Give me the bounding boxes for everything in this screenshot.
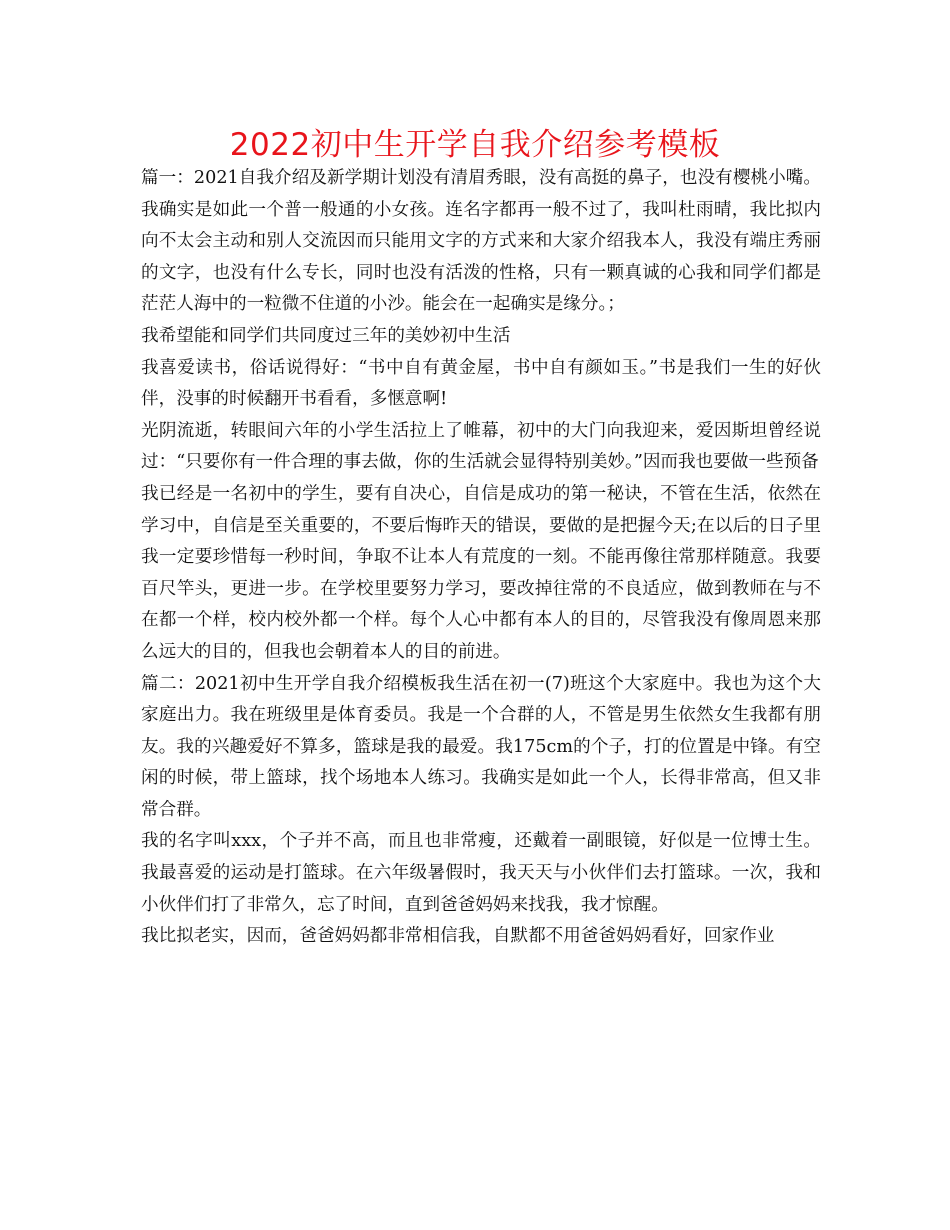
document-body bbox=[141, 163, 821, 953]
paragraph: 我比拟老实，因而，爸爸妈妈都非常相信我，自默都不用爸爸妈妈看好，回家作业 bbox=[141, 926, 775, 947]
paragraph: 我喜爱读书，俗话说得好：“书中自有黄金屋，书中自有颜如玉。”书是我们一生的好伙伴，没事的时候翻开书看看，多惬意啊! bbox=[141, 357, 821, 410]
paragraph: 篇二：2021初中生开学自我介绍模板我生活在初一(7)班这个大家庭中。我也为这个大家庭出力。我在班级里是体育委员。我是一个合群的人，不管是男生依然女生我都有朋友。我的兴趣爱好不算多，篮球是我的最爱。我175cm的个子，打的位置是中锋。有空闲的时候，带上篮球，找个场地本人练习。我确实是如此一个人，长得非常高，但又非常合群。 bbox=[141, 673, 821, 820]
paragraph: 光阴流逝，转眼间六年的小学生活拉上了帷幕，初中的大门向我迎来，爱因斯坦曾经说过：“只要你有一件合理的事去做，你的生活就会显得特别美妙。”因而我也要做一些预备 bbox=[141, 420, 821, 473]
paragraph: 篇一：2021自我介绍及新学期计划没有清眉秀眼，没有高挺的鼻子，也没有樱桃小嘴。我确实是如此一个普一般通的小女孩。连名字都再一般不过了，我叫杜雨晴，我比拟内向不太会主动和别人交流因而只能用文字的方式来和大家介绍我本人，我没有端庄秀丽的文字，也没有什么专长，同时也没有活泼的性格，只有一颗真诚的心我和同学们都是茫茫人海中的一粒微不住道的小沙。能会在一起确实是缘分。； bbox=[141, 168, 821, 315]
paragraph: 我已经是一名初中的学生，要有自决心，自信是成功的第一秘诀，不管在生活，依然在学习中，自信是至关重要的，不要后悔昨天的错误，要做的是把握今天;在以后的日子里我一定要珍惜每一秒时间，争取不让本人有荒度的一刻。不能再像往常那样随意。我要百尺竿头，更进一步。在学校里要努力学习，要改掉往常的不良适应，做到教师在与不在都一个样，校内校外都一个样。每个人心中都有本人的目的，尽管我没有像周恩来那么远大的目的，但我也会朝着本人的目的前进。 bbox=[141, 483, 821, 662]
paragraph: 我希望能和同学们共同度过三年的美妙初中生活 bbox=[141, 325, 511, 346]
paragraph: 我的名字叫xxx，个子并不高，而且也非常瘦，还戴着一副眼镜，好似是一位博士生。我最喜爱的运动是打篮球。在六年级暑假时，我天天与小伙伴们去打篮球。一次，我和小伙伴们打了非常久，忘了时间，直到爸爸妈妈来找我，我才惊醒。 bbox=[141, 831, 821, 915]
document-title: 2022初中生开学自我介绍参考模板 bbox=[229, 127, 721, 163]
